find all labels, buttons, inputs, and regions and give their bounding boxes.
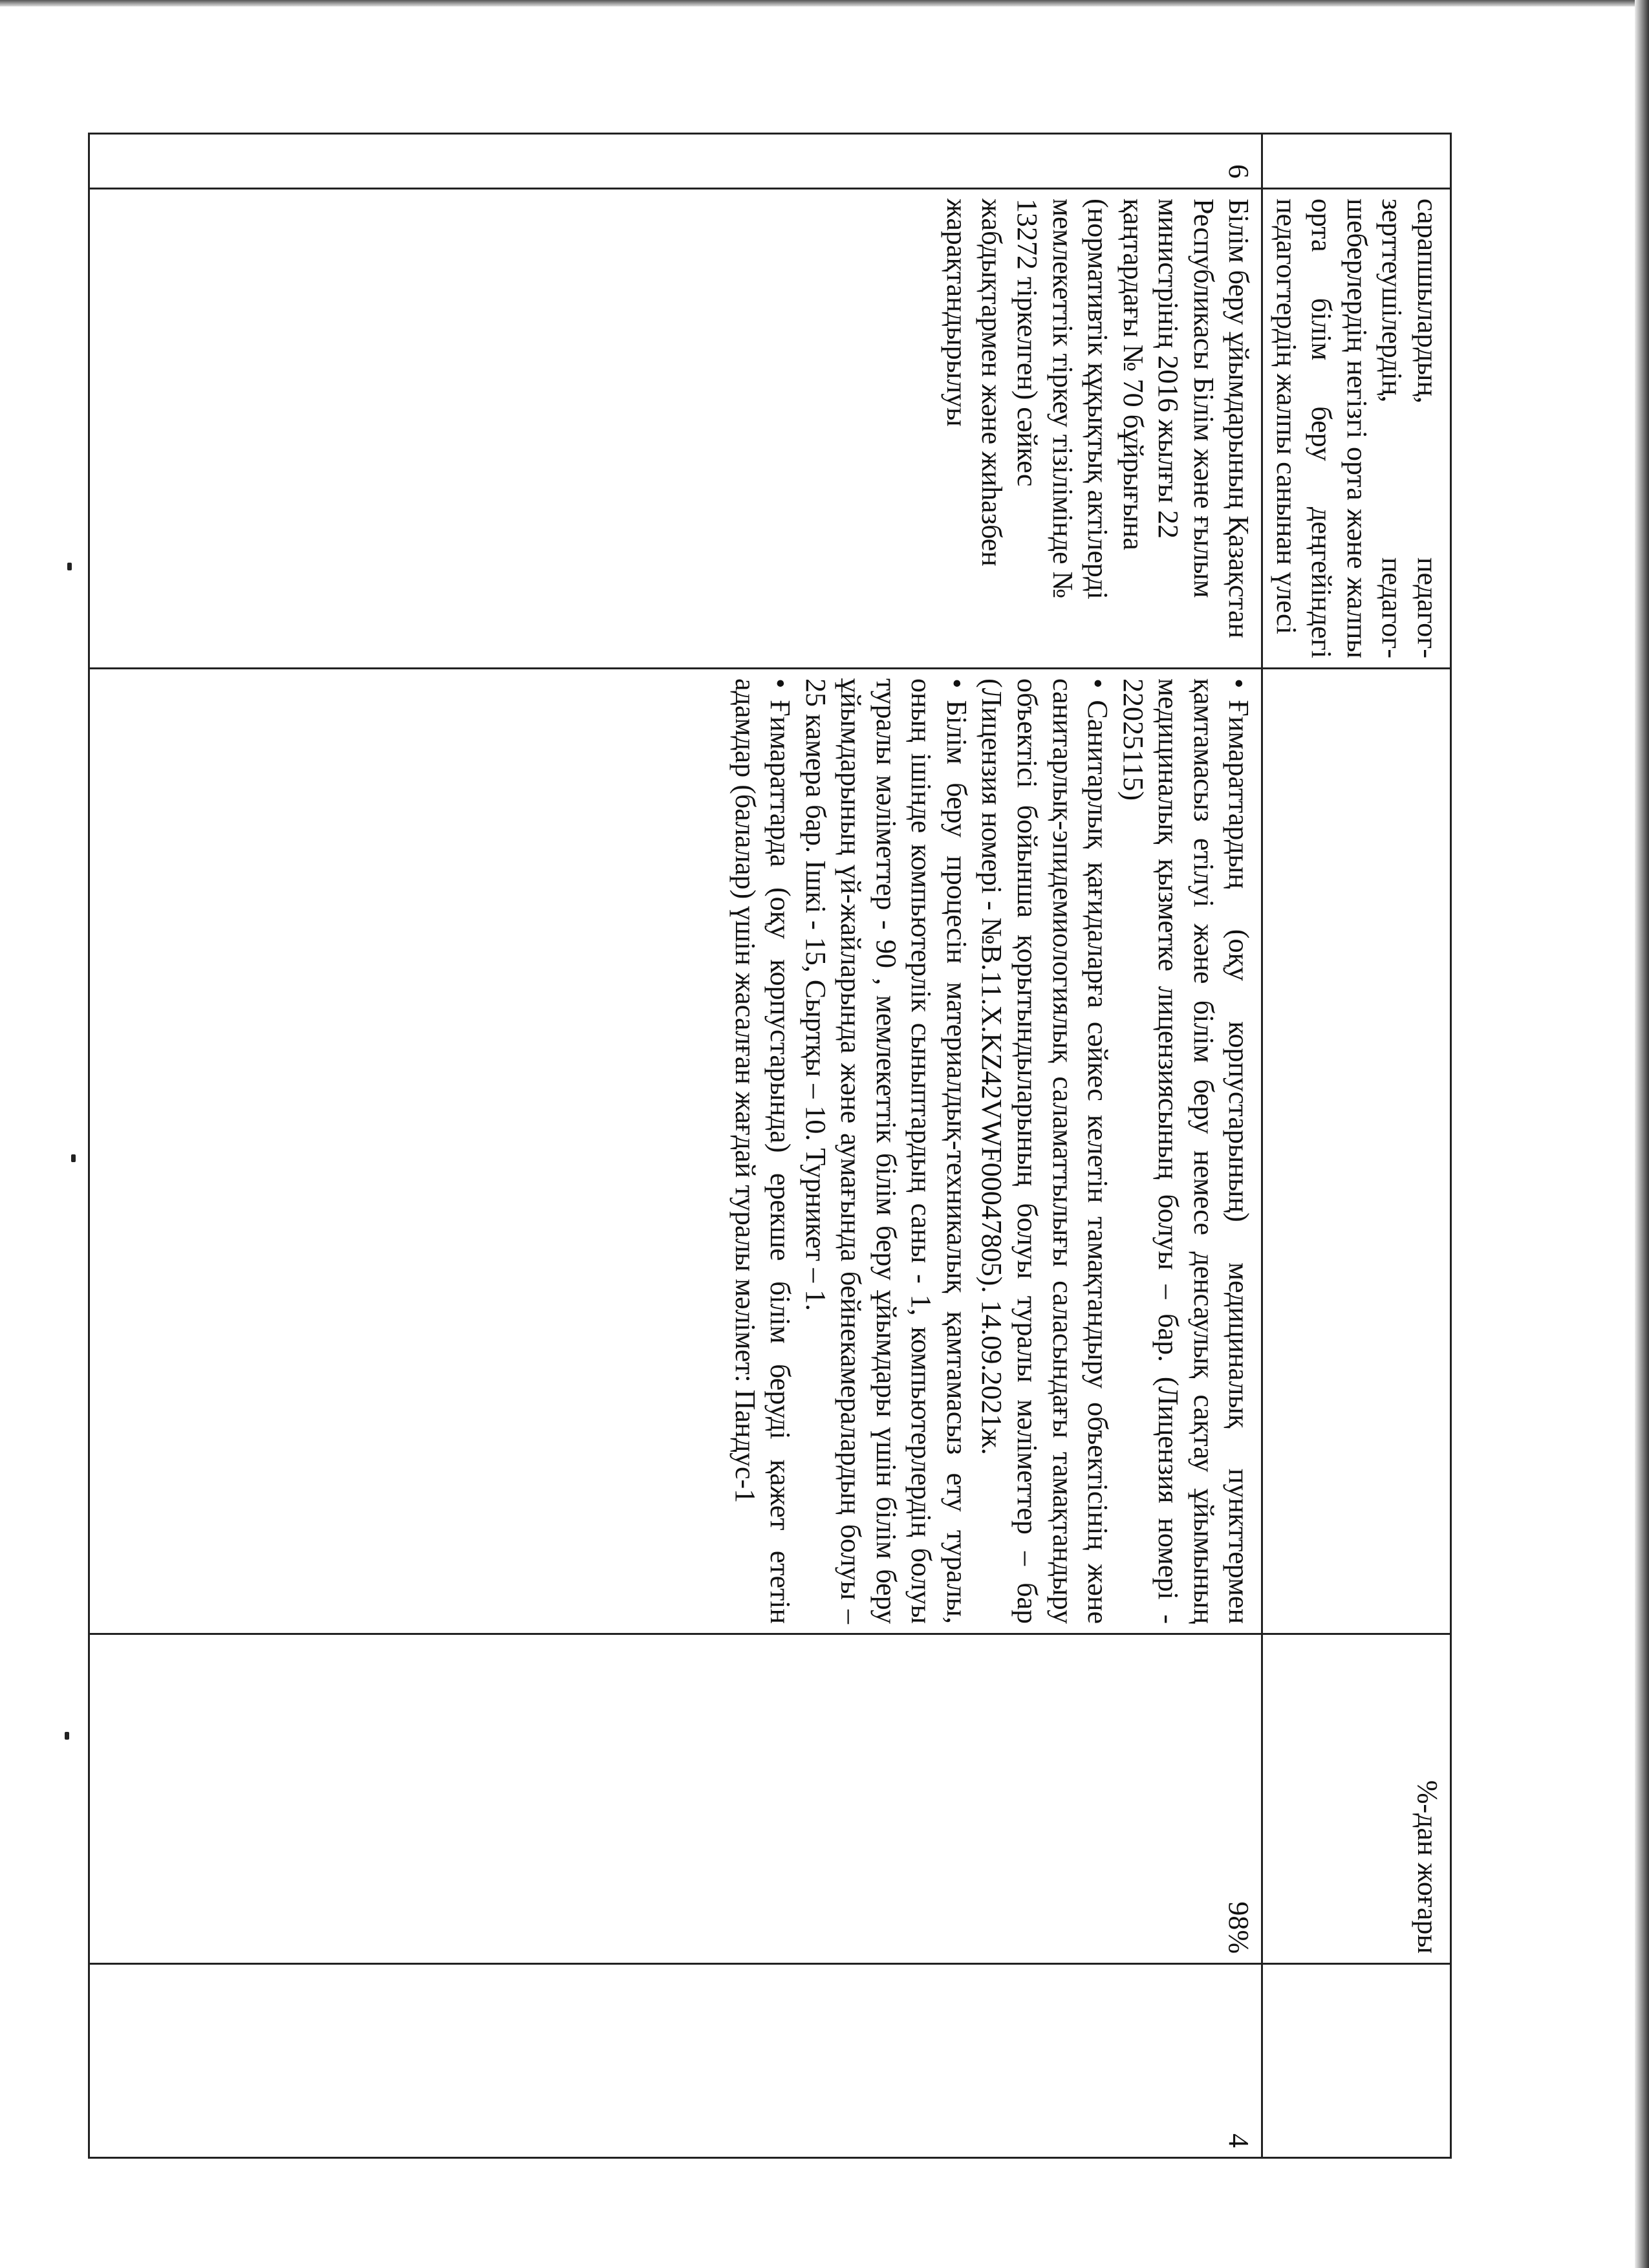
list-item-text: Санитарлық қағидаларға сәйкес келетін тамақтандыру объектісінің және санитарлық-эпидемиологиялық саламаттылығы саласындағы тамақтандыру объектісі бойынша қорытындыларының болуы туралы мәліметтер – бар (Лицензия номері - №B.11.X.KZ42VWF00047805). 14.09.2021ж. xyxy=(976,678,1114,1624)
criterion-cell: Білім беру ұйымдарының Қазақстан Республикасы Білім және ғылым министрінің 2016 жылғы 22 қаңтардағы № 70 бұйрығына (нормативтік құқықтық актілерді мемлекеттік тіркеу тізілімінде № 13272 тіркелген) сәйкес жабдықтармен және жиһазбен жарақтандырылуы xyxy=(89,189,1262,669)
bullet-mark: • xyxy=(764,678,797,689)
list-item xyxy=(727,678,797,1624)
scan-speck xyxy=(67,563,72,570)
list-item xyxy=(797,678,974,1624)
fact-cell xyxy=(89,669,1262,1634)
scan-edge-top xyxy=(0,0,1649,6)
list-item xyxy=(1115,678,1256,1624)
scan-edge-right xyxy=(1635,0,1649,2268)
list-item-text: Ғимараттарда (оқу корпустарында) ерекше білім беруді қажет ететін адамдар (балалар) үшін жасалған жағдай туралы мәлімет: Пандус-1 xyxy=(729,678,797,1624)
score-cell: 4 xyxy=(89,1964,1262,2158)
list-item-text: Ғимараттардың (оқу корпустарының) медициналық пункттермен қамтамасыз етілуі және білім беру немесе денсаулық сақтау ұйымының медициналық қызметке лицензиясының болуы – бар. (Лицензия номері - 22025115) xyxy=(1117,678,1255,1624)
list-item-text: Білім беру процесін материалдық-техникалық қамтамасыз ету туралы, оның ішінде компьютерлік сыныптардың саны - 1, компьютерлердің болуы туралы мәліметтер - 90 , мемлекеттік білім беру ұйымдары үшін білім беру ұйымдарының үй-жайларында және аумағында бейнекамералардың болуы – 25 камера бар. Ішкі - 15, Сыртқы – 10. Турникет – 1. xyxy=(799,678,973,1624)
table-row xyxy=(1262,134,1451,2158)
row-number-cell: 6 xyxy=(89,134,1262,189)
bullet-mark: • xyxy=(1082,678,1114,689)
norm-cell: 98% xyxy=(89,1634,1262,1964)
criterion-cell: сарапшылардың, педагог-зерттеушілердің, педагог-шеберлердің негізгі орта және жалпы орта білім беру деңгейіндегі педагогтердің жалпы санынан үлесі xyxy=(1262,189,1451,669)
bullet-mark: • xyxy=(940,678,973,689)
fact-cell xyxy=(1262,669,1451,1634)
bullet-mark: • xyxy=(1223,678,1255,689)
rotated-page xyxy=(116,133,1452,2157)
scan-speck xyxy=(71,1154,76,1162)
norm-cell: %-дан жоғары xyxy=(1262,1634,1451,1964)
row-number-cell xyxy=(1262,134,1451,189)
table-row xyxy=(89,134,1262,2158)
score-cell xyxy=(1262,1964,1451,2158)
scan-speck xyxy=(65,1732,69,1740)
criteria-table xyxy=(88,133,1452,2159)
list-item xyxy=(974,678,1115,1624)
